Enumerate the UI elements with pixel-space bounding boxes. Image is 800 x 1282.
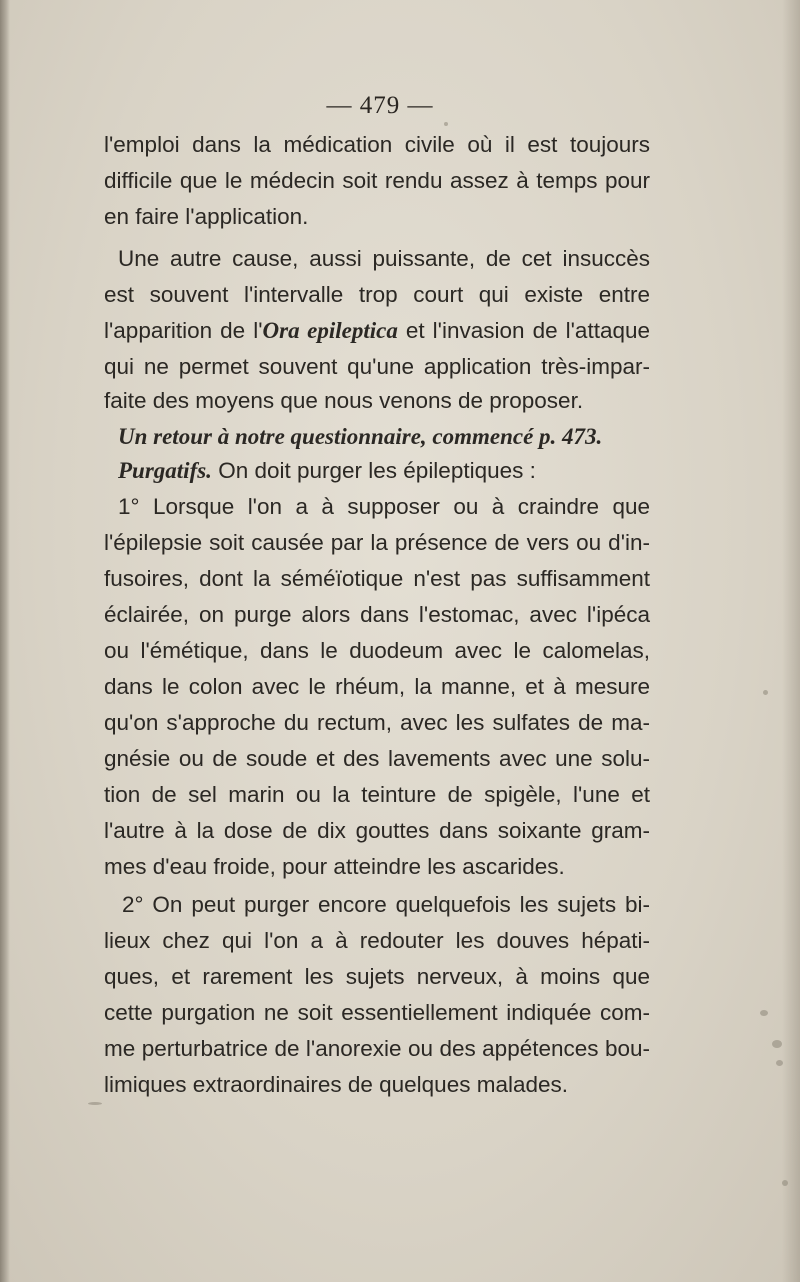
binding-edge [0,0,10,1282]
italic-heading: Un retour à notre questionnaire, commencé p. 473. [118,424,603,449]
text-line: cette purgation ne soit essentiellement indiquée com- [104,1000,650,1025]
text-line: éclairée, on purge alors dans l'estomac, avec l'ipéca [104,602,650,627]
text-line: l'autre à la dose de dix gouttes dans soixante gram- [104,818,650,843]
paper-speck [444,122,448,126]
paper-speck [772,1040,782,1048]
text-line: me perturbatrice de l'anorexie ou des appétences bou- [104,1036,650,1061]
text-line: Une autre cause, aussi puissante, de cet insuccès [118,246,650,271]
text-line: difficile que le médecin soit rendu assez à temps pour [104,168,650,193]
paper-speck [782,1180,788,1186]
text-line: ou l'émétique, dans le duodeum avec le calomelas, [104,638,650,663]
text-line: Purgatifs. On doit purger les épileptiques : [118,458,536,483]
text-line: 1° Lorsque l'on a à supposer ou à craindre que [118,494,650,519]
paper-speck [88,1102,102,1105]
paper-speck [776,1060,783,1066]
text-line: l'épilepsie soit causée par la présence de vers ou d'in- [104,530,650,555]
text-line: gnésie ou de soude et des lavements avec une solu- [104,746,650,771]
text-line: fusoires, dont la séméïotique n'est pas suffisamment [104,566,650,591]
text-line: l'emploi dans la médication civile où il est toujours [104,132,650,157]
paper-speck [763,690,768,695]
text-line: tion de sel marin ou la teinture de spigèle, l'une et [104,782,650,807]
text-line: lieux chez qui l'on a à redouter les douves hépati- [104,928,650,953]
text-line: l'apparition de l'Ora epileptica et l'invasion de l'attaque [104,318,650,343]
text-line: est souvent l'intervalle trop court qui existe entre [104,282,650,307]
paper-speck [760,1010,768,1016]
italic-term: Ora epileptica [262,318,398,343]
text-line: faite des moyens que nous venons de proposer. [104,388,584,413]
text-line: ques, et rarement les sujets nerveux, à moins que [104,964,650,989]
page-edge-shadow [782,0,800,1282]
text-line: 2° On peut purger encore quelquefois les sujets bi- [122,892,650,917]
text-line: qui ne permet souvent qu'une application très-impar- [104,354,650,379]
text-line: mes d'eau froide, pour atteindre les ascarides. [104,854,565,879]
text-line: en faire l'application. [104,204,309,229]
text-line: qu'on s'approche du rectum, avec les sulfates de ma- [104,710,650,735]
text-line: dans le colon avec le rhéum, la manne, et à mesure [104,674,650,699]
page-number: — 479 — [326,92,434,119]
text-line: limiques extraordinaires de quelques malades. [104,1072,569,1097]
italic-heading: Purgatifs. [118,458,212,483]
